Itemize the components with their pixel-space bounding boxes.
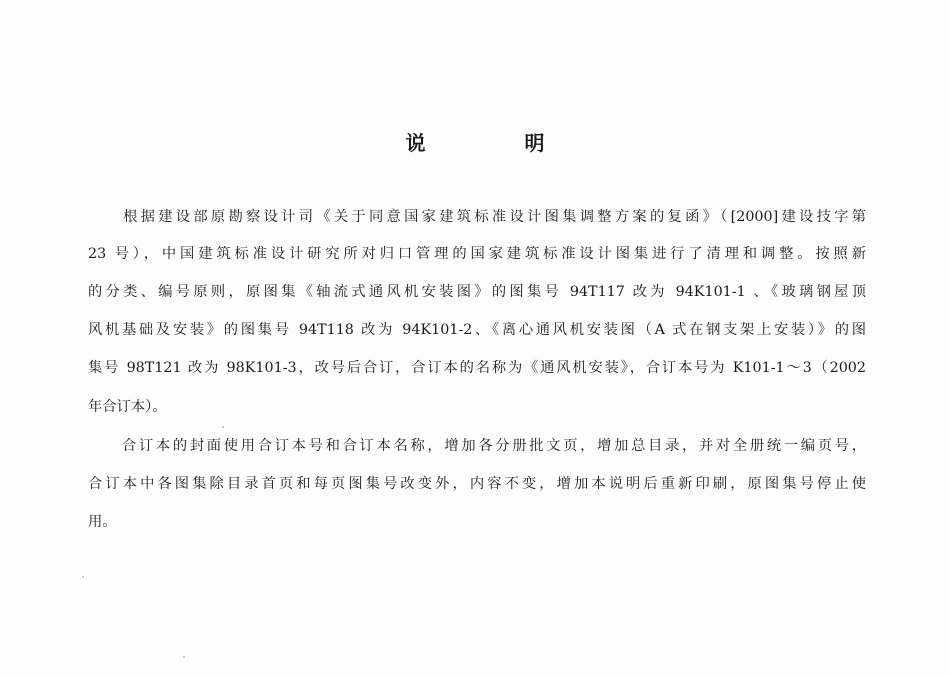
page-title: 说 明	[405, 131, 591, 155]
paragraph-line: 的分类、编号原则，原图集《轴流式通风机安装图》的图集号 94T117 改为 94K101-1 、《玻璃钢屋顶	[88, 284, 866, 300]
paragraph-line: 风机基础及安装》的图集号 94T118 改为 94K101-2、《离心通风机安装图（A 式在钢支架上安装）》的图	[88, 322, 866, 338]
paragraph-line: 合订本的封面使用合订本号和合订本名称，增加各分册批文页，增加总目录，并对全册统一编页号，	[88, 438, 866, 454]
paragraph-line: 23 号），中国建筑标准设计研究所对归口管理的国家建筑标准设计图集进行了清理和调整。按照新	[88, 246, 866, 262]
paragraph-line: 合订本中各图集除目录首页和每页图集号改变外，内容不变，增加本说明后重新印刷，原图集号停止使	[88, 476, 866, 492]
paragraph-line: 用。	[88, 514, 117, 530]
paragraph-line: 集号 98T121 改为 98K101-3，改号后合订，合订本的名称为《通风机安装》，合订本号为 K101-1～3（2002	[88, 360, 866, 376]
scan-speck	[82, 576, 84, 578]
scan-speck	[222, 426, 224, 428]
paragraph-line: 年合订本）。	[88, 399, 167, 415]
scan-speck	[183, 656, 185, 658]
paragraph-line: 根据建设部原勘察设计司《关于同意国家建筑标准设计图集调整方案的复函》（[2000]建设技字第	[88, 209, 866, 225]
